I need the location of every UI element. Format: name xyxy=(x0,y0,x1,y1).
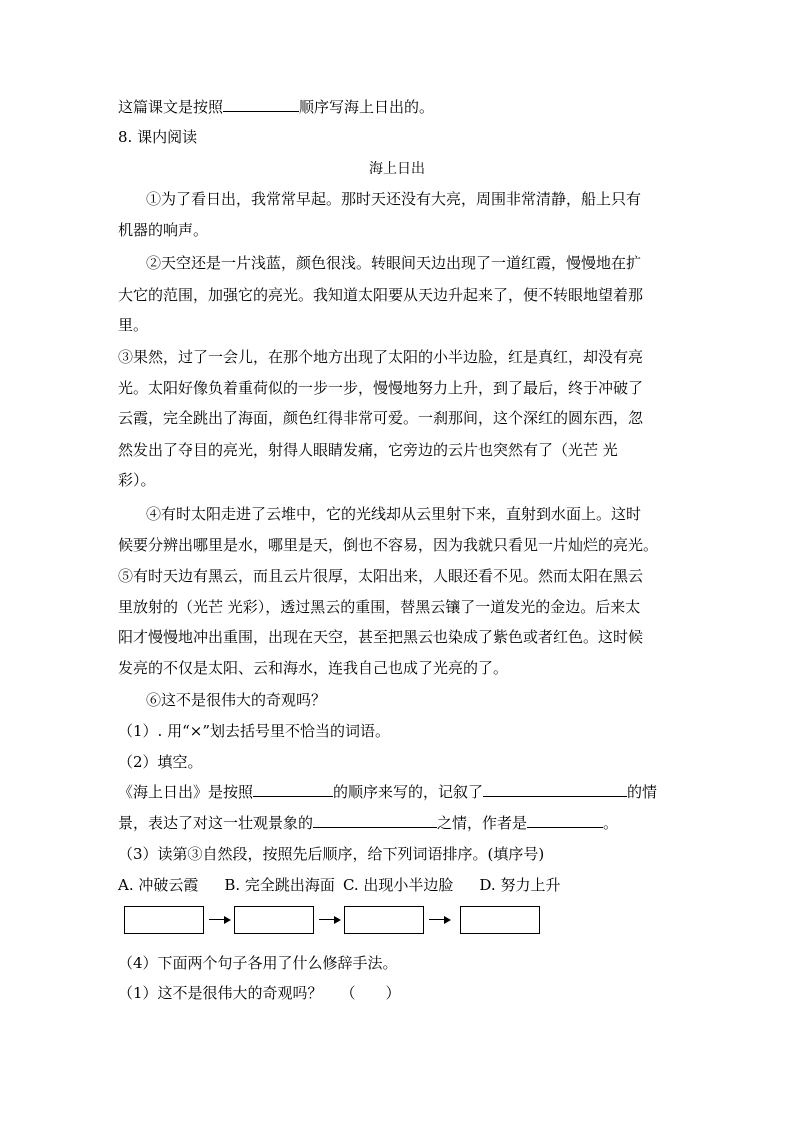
p4-line-2: 候要分辨出哪里是水，哪里是天，倒也不容易，因为我就只看见一片灿烂的亮光。 xyxy=(118,536,659,554)
question-4-1 xyxy=(118,983,401,1003)
fill-blank-author[interactable] xyxy=(527,813,603,828)
p3-line-3: 云霞，完全跳出了海面，颜色红得非常可爱。一刹那间，这个深红的圆东西，忽 xyxy=(118,409,644,427)
question-3-options xyxy=(118,875,560,895)
order-box-2[interactable] xyxy=(234,906,314,934)
p3-line-5: 彩）。 xyxy=(118,471,156,489)
p6-line: ⑥这不是很伟大的奇观吗？ xyxy=(146,691,327,709)
fill-blank-order[interactable] xyxy=(253,782,333,797)
p3-line-4: 然发出了夺目的亮光，射得人眼睛发痛，它旁边的云片也突然有了（光芒 光 xyxy=(118,441,618,459)
order-box-3[interactable] xyxy=(344,906,424,934)
section-label: 8. 课内阅读 xyxy=(118,128,198,146)
question-2: （2）填空。 xyxy=(118,753,203,771)
order-box-1[interactable] xyxy=(124,906,204,934)
answer-parentheses[interactable]: （ ） xyxy=(340,984,401,1002)
p5-line-4: 发亮的不仅是太阳、云和海水，连我自己也成了光亮的了。 xyxy=(118,659,509,677)
fill-blank-feeling[interactable] xyxy=(313,813,437,828)
intro-question xyxy=(118,97,434,117)
p4-line-1: ④有时太阳走进了云堆中，它的光线却从云里射下来，直射到水面上。这时 xyxy=(146,505,642,523)
fill-text-a: 《海上日出》是按照 xyxy=(118,783,254,801)
p2-line-1: ②天空还是一片浅蓝，颜色很浅。转眼间天边出现了一道红霞，慢慢地在扩 xyxy=(146,254,642,272)
question-4-1-text: （1）这不是很伟大的奇观吗？ xyxy=(118,984,323,1002)
p2-line-3: 里。 xyxy=(118,316,149,334)
intro-blank[interactable] xyxy=(223,97,299,112)
p2-line-2: 大它的范围，加强它的亮光。我知道太阳要从天边升起来了，便不转眼地望着那 xyxy=(118,286,644,304)
p1-line-2: 机器的响声。 xyxy=(118,221,209,239)
p3-line-1: ③果然，过了一会儿，在那个地方出现了太阳的小半边脸，红是真红，却没有亮 xyxy=(118,348,644,366)
fill-blank-record[interactable] xyxy=(483,782,627,797)
question-2-fill-line-1 xyxy=(118,782,657,802)
order-box-4[interactable] xyxy=(460,906,540,934)
question-4: （4）下面两个句子各用了什么修辞手法。 xyxy=(118,954,398,972)
p5-line-2: 里放射的（光芒 光彩），透过黑云的重围，替黑云镶了一道发光的金边。后来太 xyxy=(118,598,641,616)
option-a: A. 冲破云霞 xyxy=(118,876,199,894)
option-c: C. 出现小半边脸 xyxy=(342,876,454,894)
fill-text-c: 的情 xyxy=(627,783,658,801)
fill-text-e: 之情，作者是 xyxy=(437,814,528,832)
arrow-right-icon xyxy=(429,913,451,927)
fill-text-f: 。 xyxy=(603,814,619,832)
question-2-fill-line-2 xyxy=(118,813,618,833)
p3-line-2: 光。太阳好像负着重荷似的一步一步，慢慢地努力上升，到了最后，终于冲破了 xyxy=(118,379,644,397)
p1-line-1: ①为了看日出，我常常早起。那时天还没有大亮，周围非常清静，船上只有 xyxy=(146,190,642,208)
fill-text-b: 的顺序来写的，记叙了 xyxy=(333,783,484,801)
question-3: （3）读第③自然段，按照先后顺序，给下列词语排序。(填序号) xyxy=(118,845,545,863)
arrow-right-icon xyxy=(319,913,341,927)
fill-text-d: 景，表达了对这一壮观景象的 xyxy=(118,814,314,832)
option-d: D. 努力上升 xyxy=(479,876,561,894)
p5-line-3: 阳才慢慢地冲出重围，出现在天空，甚至把黑云也染成了紫色或者红色。这时候 xyxy=(118,628,644,646)
intro-text-before: 这篇课文是按照 xyxy=(118,98,224,116)
passage-title: 海上日出 xyxy=(369,161,425,177)
question-1: （1）. 用“×”划去括号里不恰当的词语。 xyxy=(118,722,390,740)
arrow-right-icon xyxy=(209,913,231,927)
p5-line-1: ⑤有时天边有黑云，而且云片很厚，太阳出来，人眼还看不见。然而太阳在黑云 xyxy=(118,567,644,585)
intro-text-after: 顺序写海上日出的。 xyxy=(299,98,435,116)
option-b: B. 完全跳出海面 xyxy=(224,876,335,894)
